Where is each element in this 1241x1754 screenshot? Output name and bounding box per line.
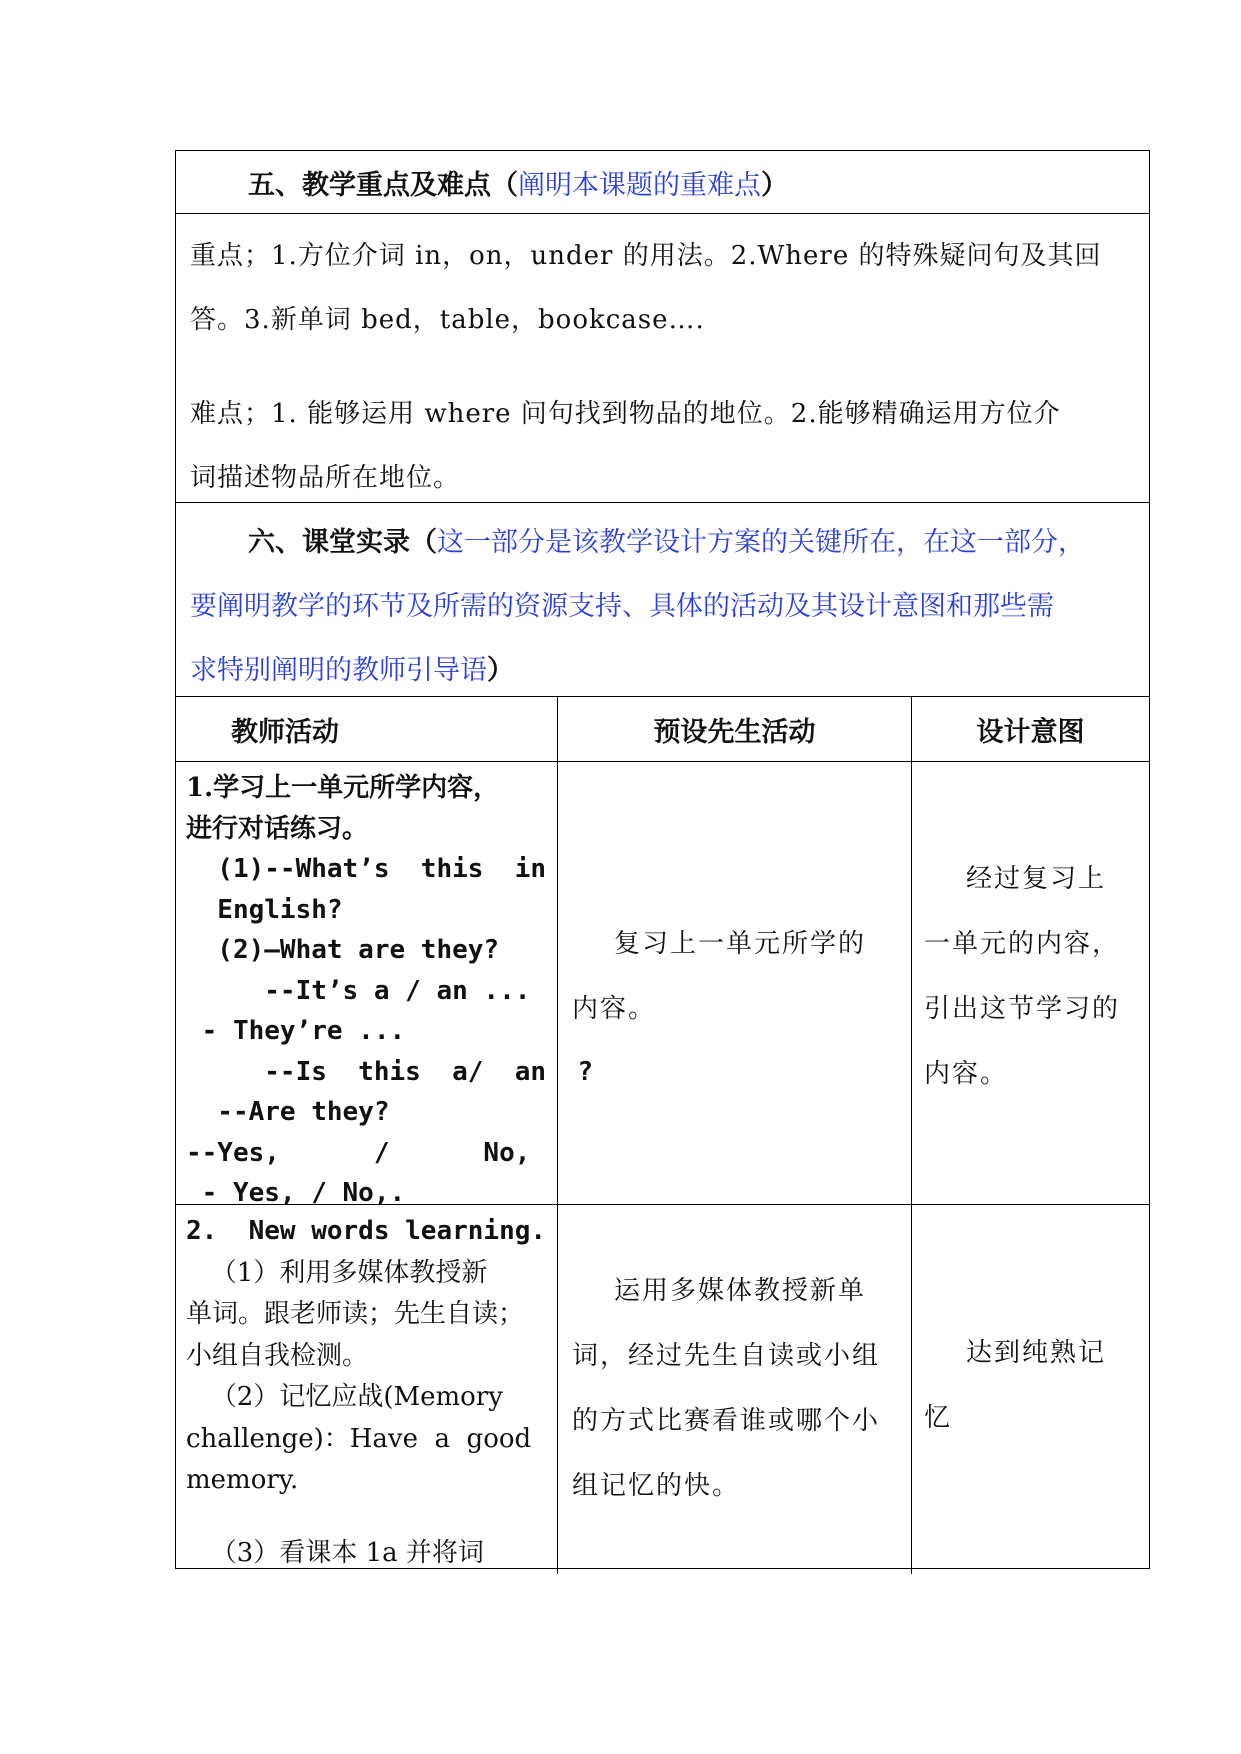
design-intent-cell xyxy=(911,1205,1149,1574)
teacher-line: 进行对话练习。 xyxy=(186,813,369,844)
section5-title-end: ） xyxy=(761,169,788,201)
intent-line: 一单元的内容， xyxy=(924,929,1121,959)
student-activity-cell xyxy=(557,762,911,1214)
intent-line: 忆 xyxy=(924,1403,953,1433)
section6-note-line-2: 要阐明教学的环节及所需的资源支持、具体的活动及其设计意图和那些需 xyxy=(190,591,1054,622)
intent-line: 内容。 xyxy=(924,1059,1009,1089)
lesson-plan-page xyxy=(175,150,1150,1569)
teacher-line: --Yes, / No, xyxy=(186,1137,531,1168)
header-student-activity: 预设先生活动 xyxy=(557,697,911,761)
header-teacher-activity: 教师活动 xyxy=(231,716,339,748)
activity-table-header xyxy=(175,697,1150,762)
intent-line: 经过复习上 xyxy=(966,864,1107,894)
teacher-line: （2）记忆应战(Memory xyxy=(186,1382,503,1412)
intent-line: 达到纯熟记 xyxy=(966,1338,1107,1368)
student-line: 的方式比赛看谁或哪个小 xyxy=(572,1406,881,1436)
section5-header xyxy=(175,150,1150,214)
teacher-activity-cell xyxy=(176,762,593,1214)
teacher-activity-cell xyxy=(176,1205,557,1574)
teacher-line: 2. New words learning. xyxy=(186,1216,547,1246)
section6-note-line-1: 这一部分是该教学设计方案的关键所在，在这一部分， xyxy=(437,527,1085,558)
table-row-new-words xyxy=(175,1205,1150,1569)
teacher-line: - They’re ... xyxy=(186,1016,406,1046)
teacher-line: 单词。跟老师读；先生自读； xyxy=(186,1299,525,1329)
teacher-line: challenge)：Have a good xyxy=(186,1423,532,1454)
teacher-line: --Is this a/ an ? xyxy=(186,1056,593,1087)
intent-line: 引出这节学习的 xyxy=(924,994,1121,1024)
section5-title-note: 阐明本课题的重难点 xyxy=(518,169,761,201)
student-line: 词，经过先生自读或小组 xyxy=(572,1341,881,1371)
section6-header xyxy=(175,503,1150,697)
student-line: 组记忆的快。 xyxy=(572,1471,741,1501)
key-points-line-2: 答。3.新单词 bed，table，bookcase…. xyxy=(190,305,705,335)
teacher-line: --It’s a / an ... xyxy=(186,975,531,1006)
teacher-line: - Yes, / No,. xyxy=(186,1178,406,1208)
section5-title: 五、教学重点及难点（ xyxy=(248,169,518,201)
student-line: 运用多媒体教授新单 xyxy=(614,1276,867,1306)
teacher-line: (2)—What are they? xyxy=(186,935,500,965)
difficult-points-line-2: 词描述物品所在地位。 xyxy=(190,463,461,493)
design-intent-cell xyxy=(911,762,1149,1214)
section6-title-end: ） xyxy=(487,655,514,686)
teacher-line: English? xyxy=(186,894,343,925)
difficult-points-line-1: 难点；1. 能够运用 where 问句找到物品的地位。2.能够精确运用方位介 xyxy=(190,399,1061,429)
teacher-line: 小组自我检测。 xyxy=(186,1340,369,1371)
teacher-line: 1.学习上一单元所学内容， xyxy=(186,773,500,803)
teacher-line: memory. xyxy=(186,1465,299,1495)
teacher-line: （3）看课本 1a 并将词 xyxy=(186,1537,484,1568)
key-points-line-1: 重点；1.方位介词 in，on，under 的用法。2.Where 的特殊疑问句及其回 xyxy=(190,241,1102,271)
teacher-line: （1）利用多媒体教授新 xyxy=(186,1257,488,1288)
teacher-line: --Are they? xyxy=(186,1097,390,1127)
table-row-review xyxy=(175,762,1150,1208)
section6-note-line-3: 求特别阐明的教师引导语 xyxy=(190,655,487,686)
student-activity-cell xyxy=(557,1205,911,1574)
section5-body xyxy=(175,214,1150,503)
student-line: 内容。 xyxy=(572,994,657,1024)
header-design-intent: 设计意图 xyxy=(911,697,1149,761)
section6-title: 六、课堂实录（ xyxy=(248,527,437,558)
teacher-line: (1)--What’s this in xyxy=(186,854,547,884)
student-line: 复习上一单元所学的 xyxy=(614,929,867,959)
